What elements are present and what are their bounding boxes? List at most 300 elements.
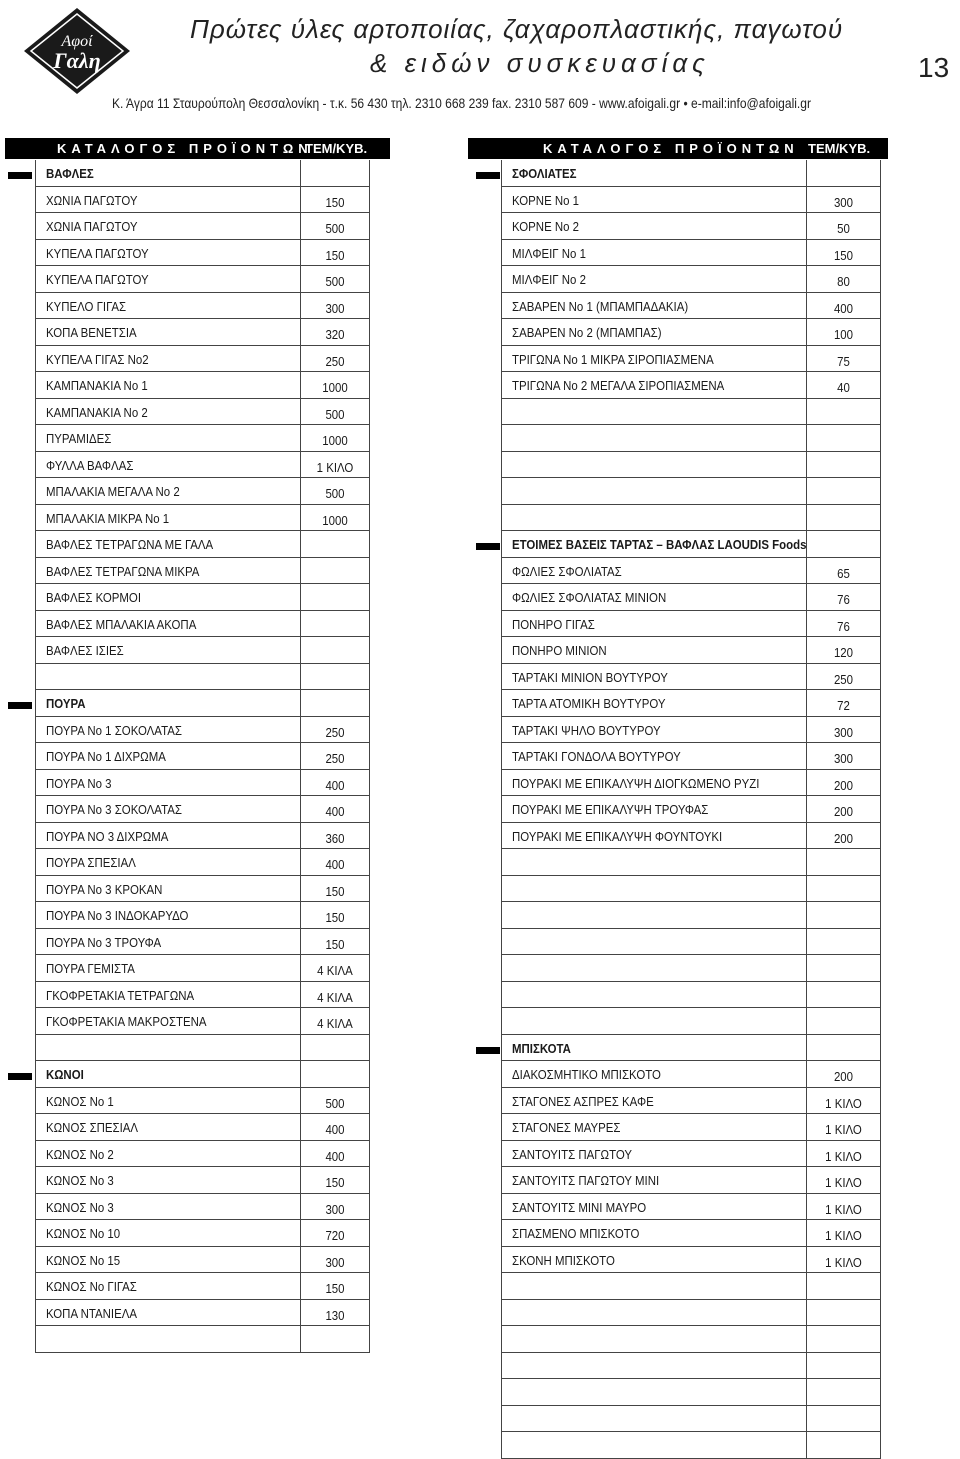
product-name: ΧΩΝΙΑ ΠΑΓΩΤΟΥ [46,192,138,208]
table-row [476,1247,881,1274]
table-row [8,982,370,1009]
table-row [8,1167,370,1194]
unit-count: 150 [325,1175,345,1190]
unit-count-cell [806,982,881,1009]
unit-count-cell [806,929,881,956]
product-name-cell [35,478,300,505]
unit-count: 500 [325,274,345,289]
section-marker-icon [8,702,32,709]
product-name: ΣΚΟΝΗ ΜΠΙΣΚΟΤΟ [512,1252,615,1268]
unit-count-cell [806,319,881,346]
product-name: ΜΠΑΛΑΚΙΑ ΜΕΓΑΛΑ Νο 2 [46,484,180,499]
unit-count-cell [300,372,370,399]
table-row [8,1114,370,1141]
unit-count-cell [806,1061,881,1088]
unit-count-cell [300,955,370,982]
product-name-cell [501,372,806,399]
product-name-cell [35,346,300,373]
right-table-header [468,138,888,159]
table-row [476,584,881,611]
product-name-cell [501,319,806,346]
product-name-cell [35,637,300,664]
table-row [476,1167,881,1194]
unit-count-cell [806,1035,881,1062]
product-name-cell [501,1141,806,1168]
product-name: ΠΟΝΗΡΟ ΜΙΝΙΟΝ [512,643,607,658]
unit-count: 1 ΚΙΛΟ [316,459,354,475]
table-row [8,1220,370,1247]
unit-count-cell [806,266,881,293]
unit-count-cell [300,160,370,187]
section-title: ΠΟΥΡΑ [46,696,86,711]
table-row [476,1088,881,1115]
unit-count: 500 [325,406,345,422]
product-name: ΣΠΑΣΜΕΝΟ ΜΠΙΣΚΟΤΟ [512,1226,640,1241]
product-name-cell [501,452,806,479]
left-table-header [5,138,390,159]
table-row [476,372,881,399]
product-name: ΚΥΠΕΛΑ ΓΙΓΑΣ Νο2 [46,351,149,367]
product-name-cell [501,1194,806,1221]
table-row [8,1088,370,1115]
section-marker-icon [476,172,500,179]
product-name-cell [35,664,300,691]
product-name-cell [501,1379,806,1406]
product-name-cell [35,1300,300,1327]
unit-count-cell [300,982,370,1009]
unit-count-cell [300,319,370,346]
section-marker-icon [8,172,32,179]
product-name-cell [501,1167,806,1194]
product-name-cell [501,346,806,373]
table-row [8,478,370,505]
table-row [476,266,881,293]
table-row [476,505,881,532]
unit-count-cell [806,1194,881,1221]
table-row [8,213,370,240]
unit-count-cell [806,452,881,479]
product-name: ΚΩΝΟΣ ΣΠΕΣΙΑΛ [46,1120,139,1135]
product-name: ΣΤΑΓΟΝΕΣ ΜΑΥΡΕΣ [512,1120,621,1135]
unit-count-cell [300,1141,370,1168]
section-title: ΜΠΙΣΚΟΤΑ [512,1040,571,1056]
unit-count: 300 [833,751,854,766]
product-name-cell [35,929,300,956]
unit-count: 4 ΚΙΛΑ [317,1016,353,1031]
product-name-cell [501,717,806,744]
product-name: ΠΟΥΡΑ ΓΕΜΙΣΤΑ [46,961,135,976]
section-header-row [476,531,881,558]
product-name: ΦΩΛΙΕΣ ΣΦΟΛΙΑΤΑΣ [512,563,622,579]
unit-count-cell [300,240,370,267]
product-name: ΠΟΥΡΑ Νο 1 ΔΙΧΡΩΜΑ [46,749,166,764]
product-name-cell [501,690,806,717]
product-name: ΤΡΙΓΩΝΑ Νο 2 ΜΕΓΑΛΑ ΣΙΡΟΠΙΑΣΜΕΝΑ [512,378,725,393]
unit-count-cell [300,1326,370,1353]
product-name-cell [35,160,300,187]
product-name: ΚΩΝΟΣ Νο 15 [46,1252,121,1268]
product-name-cell [501,955,806,982]
product-name-cell [35,531,300,558]
table-row [8,637,370,664]
product-name: ΒΑΦΛΕΣ ΤΕΤΡΑΓΩΝΑ ΜΙΚΡΑ [46,563,200,579]
table-row [8,531,370,558]
product-name-cell [501,770,806,797]
product-name-cell [501,1326,806,1353]
table-row [476,611,881,638]
unit-count-cell [300,584,370,611]
unit-count: 360 [325,830,345,846]
unit-count: 76 [837,592,850,607]
unit-count-cell [300,187,370,214]
unit-count: 300 [325,300,345,316]
product-name-cell [35,1220,300,1247]
product-name-cell [35,372,300,399]
table-row [8,584,370,611]
product-name-cell [35,1273,300,1300]
section-title: ΒΑΦΛΕΣ [46,166,94,181]
product-name: ΓΚΟΦΡΕΤΑΚΙΑ ΤΕΤΡΑΓΩΝΑ [46,987,195,1003]
product-name: ΠΟΝΗΡΟ ΓΙΓΑΣ [512,616,595,632]
product-name-cell [35,425,300,452]
product-name-cell [501,611,806,638]
table-row [8,346,370,373]
product-name: ΚΟΠΑ ΝΤΑΝΙΕΛΑ [46,1305,137,1321]
unit-count-cell [806,1353,881,1380]
product-name: ΚΟΠΑ ΒΕΝΕΤΣΙΑ [46,325,137,340]
table-row [476,1008,881,1035]
table-row [476,690,881,717]
product-name-cell [501,1114,806,1141]
unit-count: 1 ΚΙΛΟ [825,1254,862,1270]
product-name-cell [35,1061,300,1088]
table-row [476,187,881,214]
unit-count-cell [806,796,881,823]
unit-count-cell [300,664,370,691]
product-name: ΧΩΝΙΑ ΠΑΓΩΤΟΥ [46,219,138,234]
logo-emblem [22,6,132,96]
product-name-cell [35,213,300,240]
product-name: ΒΑΦΛΕΣ ΚΟΡΜΟΙ [46,590,141,605]
unit-count: 150 [325,247,345,263]
unit-count-cell [300,1088,370,1115]
section-marker-icon [476,543,500,550]
unit-count: 500 [325,486,345,501]
table-row [476,955,881,982]
unit-count-cell [806,717,881,744]
unit-count-cell [806,611,881,638]
unit-count-cell [300,1247,370,1274]
unit-count: 1 ΚΙΛΟ [825,1228,862,1243]
product-name-cell [501,187,806,214]
table-row [476,902,881,929]
unit-count-cell [806,346,881,373]
unit-count-cell [806,425,881,452]
unit-count-cell [806,1300,881,1327]
unit-count-cell [300,796,370,823]
product-name: ΒΑΦΛΕΣ ΤΕΤΡΑΓΩΝΑ ΜΕ ΓΑΛΑ [46,537,214,552]
product-name-cell [35,399,300,426]
table-row [8,876,370,903]
table-row [476,1300,881,1327]
table-row [476,425,881,452]
unit-count-cell [806,584,881,611]
table-row [476,293,881,320]
unit-count-cell [806,1247,881,1274]
table-row [476,849,881,876]
product-name: ΚΩΝΟΣ Νο ΓΙΓΑΣ [46,1279,137,1294]
table-row [476,1432,881,1459]
product-name: ΚΩΝΟΣ Νο 1 [46,1093,114,1109]
unit-count: 150 [325,194,345,210]
product-name: ΤΡΙΓΩΝΑ Νο 1 ΜΙΚΡΑ ΣΙΡΟΠΙΑΣΜΕΝΑ [512,351,714,367]
table-row [476,876,881,903]
unit-count: 1000 [322,433,348,448]
product-name: ΚΑΜΠΑΝΑΚΙΑ Νο 1 [46,378,148,393]
unit-count: 72 [837,698,850,713]
product-name-cell [35,452,300,479]
table-row [476,1141,881,1168]
unit-count-cell [300,293,370,320]
table-row [8,796,370,823]
product-name-cell [35,743,300,770]
unit-count-cell [300,637,370,664]
table-row [8,372,370,399]
table-row [476,213,881,240]
unit-count-cell [300,902,370,929]
table-row [8,743,370,770]
product-name-cell [501,160,806,187]
unit-count-cell [300,425,370,452]
table-row [8,955,370,982]
unit-count: 250 [325,724,345,740]
unit-count-cell [300,1300,370,1327]
product-name: ΣΑΒΑΡΕΝ Νο 2 (ΜΠΑΜΠΑΣ) [512,325,662,340]
unit-count-cell [300,531,370,558]
product-name-cell [501,531,806,558]
unit-count: 4 ΚΙΛΑ [317,963,353,978]
unit-count-cell [300,770,370,797]
product-name-cell [35,849,300,876]
unit-count-cell [806,505,881,532]
table-row [476,399,881,426]
svg-text:Γαλη: Γαλη [53,48,101,73]
product-name-cell [501,849,806,876]
table-row [8,266,370,293]
unit-count: 120 [833,645,854,660]
unit-count: 250 [833,671,854,687]
product-name: ΠΟΥΡΑ Νο 3 ΣΟΚΟΛΑΤΑΣ [46,802,182,817]
unit-count: 1 ΚΙΛΟ [825,1201,862,1217]
unit-count-cell [300,1220,370,1247]
product-name-cell [501,902,806,929]
table-row [476,346,881,373]
product-name-cell [35,240,300,267]
product-name-cell [501,1300,806,1327]
table-row [8,452,370,479]
unit-count: 150 [325,936,345,952]
unit-count-cell [806,399,881,426]
table-row [8,1141,370,1168]
product-name-cell [501,1432,806,1459]
product-name-cell [501,1247,806,1274]
unit-count-cell [300,1061,370,1088]
unit-count-cell [806,1406,881,1433]
unit-count-cell [806,213,881,240]
product-name-cell [501,796,806,823]
product-name-cell [35,1326,300,1353]
table-row [476,478,881,505]
unit-count-cell [300,849,370,876]
unit-count: 300 [325,1201,345,1217]
unit-count: 400 [325,1148,345,1164]
product-name-cell [501,637,806,664]
table-row [8,293,370,320]
unit-count-cell [806,1220,881,1247]
unit-count-cell [806,558,881,585]
product-name-cell [501,478,806,505]
section-header-row [8,160,370,187]
unit-count-cell [806,531,881,558]
table-row [476,1406,881,1433]
unit-count-cell [300,1035,370,1062]
unit-count: 150 [325,910,345,925]
product-name-cell [35,558,300,585]
unit-count: 80 [837,274,850,289]
unit-count: 200 [833,1069,854,1084]
table-row [8,823,370,850]
unit-count: 40 [837,380,850,395]
unit-count: 1000 [322,380,348,395]
product-name: ΦΥΛΛΑ ΒΑΦΛΑΣ [46,457,134,473]
page-subtitle: & ειδών συσκευασίας [370,48,710,78]
page-title: Πρώτες ύλες αρτοποιίας, ζαχαροπλαστικής, παγωτού [190,14,844,44]
table-row [8,319,370,346]
product-name-cell [35,955,300,982]
table-row [476,558,881,585]
product-name: ΠΟΥΡΑΚΙ ΜΕ ΕΠΙΚΑΛΥΨΗ ΤΡΟΥΦΑΣ [512,802,709,817]
unit-count: 400 [325,804,345,819]
unit-count-cell [806,1088,881,1115]
product-name-cell [501,213,806,240]
product-name: ΜΙΛΦΕΙΓ Νο 1 [512,245,586,261]
table-row [476,717,881,744]
product-name-cell [501,664,806,691]
table-row [8,929,370,956]
table-row [8,1273,370,1300]
unit-count: 400 [325,1122,345,1137]
product-name: ΣΑΝΤΟΥΙΤΣ ΜΙΝΙ ΜΑΥΡΟ [512,1199,647,1215]
table-row [8,187,370,214]
product-name-cell [501,505,806,532]
unit-count-cell [300,478,370,505]
product-name: ΠΥΡΑΜΙΔΕΣ [46,431,112,446]
table-row [476,929,881,956]
product-name-cell [501,743,806,770]
table-row [476,452,881,479]
section-title: ΚΩΝΟΙ [46,1067,84,1082]
table-row [8,849,370,876]
product-name: ΤΑΡΤΑΚΙ ΨΗΛΟ ΒΟΥΤΥΡΟΥ [512,722,661,738]
unit-count: 1000 [322,512,348,528]
unit-count-cell [806,690,881,717]
product-name-cell [501,558,806,585]
unit-count: 76 [837,618,850,634]
unit-count: 500 [325,1095,345,1111]
product-name-cell [35,187,300,214]
table-row [8,1247,370,1274]
unit-count: 200 [833,830,854,846]
product-name: ΚΩΝΟΣ Νο 10 [46,1226,121,1241]
table-row [476,1114,881,1141]
product-name: ΤΑΡΤΑΚΙ ΜΙΝΙΟΝ ΒΟΥΤΥΡΟΥ [512,669,668,685]
product-name: ΚΟΡΝΕ Νο 1 [512,192,580,208]
unit-count-cell [300,611,370,638]
product-name: ΤΑΡΤΑΚΙ ΓΟΝΔΟΛΑ ΒΟΥΤΥΡΟΥ [512,749,681,764]
table-row [8,717,370,744]
product-name-cell [501,1353,806,1380]
unit-count-cell [806,1141,881,1168]
product-name: ΚΩΝΟΣ Νο 3 [46,1199,114,1215]
unit-count-cell [806,637,881,664]
table-row [476,1220,881,1247]
table-row [476,637,881,664]
product-name-cell [35,717,300,744]
product-name-cell [35,982,300,1009]
product-name: ΒΑΦΛΕΣ ΜΠΑΛΑΚΙΑ ΑΚΟΠΑ [46,616,197,632]
unit-count-cell [806,955,881,982]
table-row [8,664,370,691]
product-name-cell [501,1035,806,1062]
table-row [8,902,370,929]
product-name: ΚΥΠΕΛΑ ΠΑΓΩΤΟΥ [46,245,149,261]
product-name: ΓΚΟΦΡΕΤΑΚΙΑ ΜΑΚΡΟΣΤΕΝΑ [46,1014,207,1029]
company-logo [22,6,132,96]
page-number: 13 [918,52,950,83]
unit-count-cell [806,1114,881,1141]
product-name-cell [35,1194,300,1221]
unit-count-cell [806,1008,881,1035]
unit-count: 4 ΚΙΛΑ [317,989,353,1005]
product-name-cell [35,770,300,797]
unit-count-cell [806,293,881,320]
product-name: ΣΤΑΓΟΝΕΣ ΑΣΠΡΕΣ ΚΑΦΕ [512,1093,654,1109]
product-name-cell [35,876,300,903]
unit-count-cell [300,266,370,293]
unit-count: 400 [833,300,854,316]
product-name-cell [35,584,300,611]
product-name-cell [501,1008,806,1035]
product-name-cell [35,319,300,346]
product-name-cell [501,1088,806,1115]
unit-count: 1 ΚΙΛΟ [825,1095,862,1111]
section-header-row [476,160,881,187]
unit-count-cell [300,1273,370,1300]
unit-label: ΤΕΜ/ΚΥΒ. [808,141,871,156]
unit-count-cell [806,1273,881,1300]
unit-count-cell [300,346,370,373]
unit-count-cell [300,1008,370,1035]
table-row [8,1300,370,1327]
unit-count: 200 [833,777,854,793]
table-row [476,664,881,691]
table-row [8,425,370,452]
product-name: ΚΥΠΕΛΟ ΓΙΓΑΣ [46,298,127,314]
product-name-cell [35,266,300,293]
unit-count-cell [300,505,370,532]
unit-count-cell [806,187,881,214]
product-name: ΒΑΦΛΕΣ ΙΣΙΕΣ [46,643,124,658]
